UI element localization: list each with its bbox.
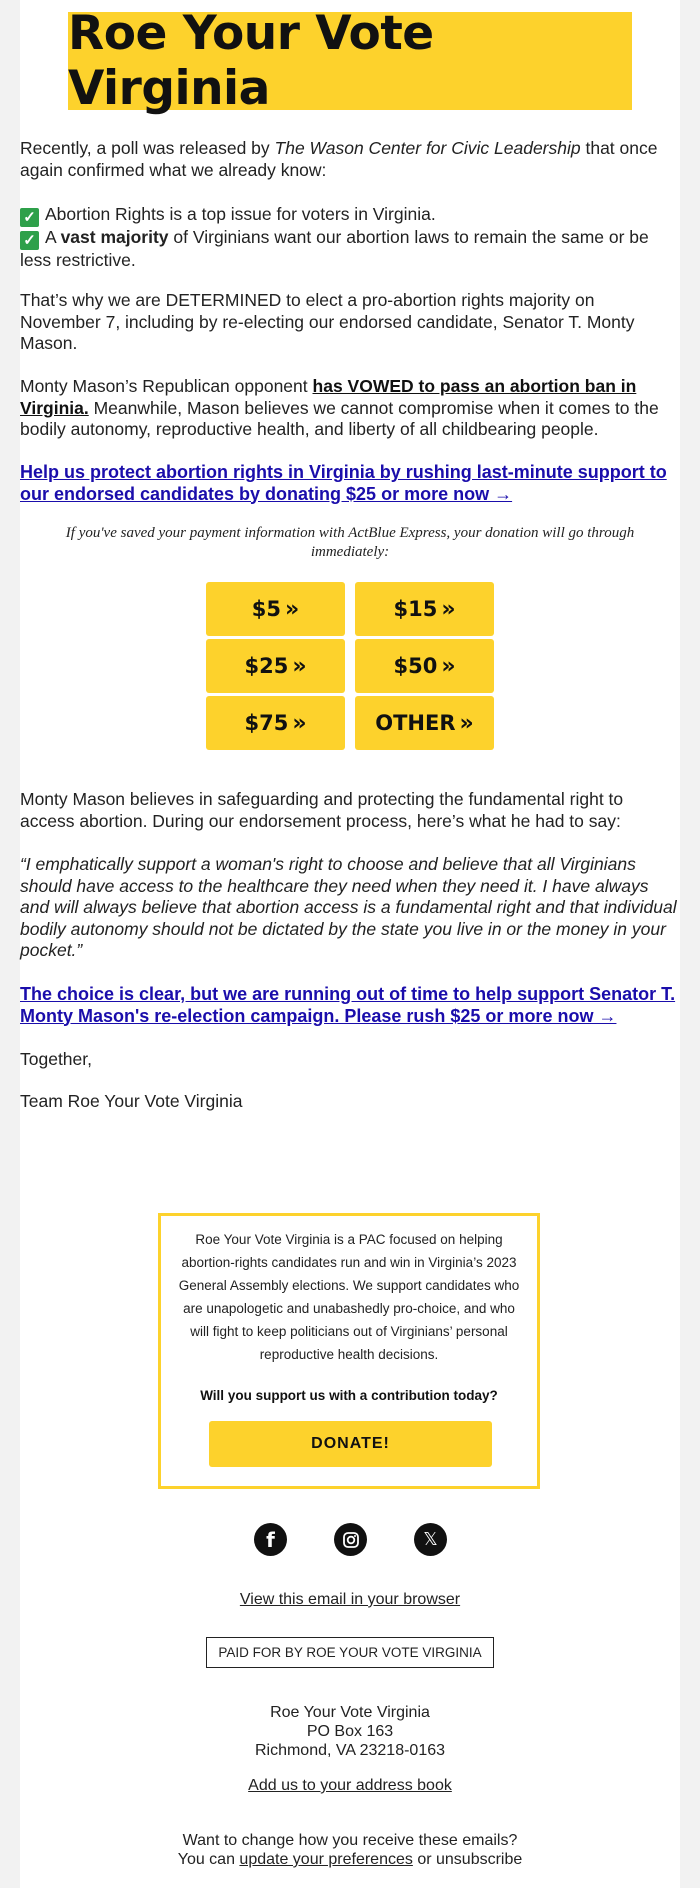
donate-15-label: $15: [393, 597, 438, 621]
facebook-icon[interactable]: [254, 1523, 287, 1556]
donate-5-label: $5: [251, 597, 281, 621]
address-city: Richmond, VA 23218-0163: [254, 1742, 446, 1759]
unsubscribe-text: or unsubscribe: [412, 1851, 523, 1868]
checklist-item-2-bold: vast majority: [60, 227, 169, 247]
abortion-ban-link[interactable]: has VOWED to pass an abortion ban in Virginia.: [20, 376, 637, 418]
paragraph-opponent: [20, 376, 680, 441]
header-banner: [68, 6, 632, 116]
signoff-team: Team Roe Your Vote Virginia: [20, 1091, 243, 1111]
donate-75-label: $75: [244, 711, 289, 735]
donate-75-button[interactable]: [206, 696, 345, 750]
intro-paragraph: [20, 138, 680, 181]
chevron-right-icon: »: [441, 653, 456, 679]
update-preferences-link[interactable]: update your preferences: [239, 1851, 413, 1868]
donate-cta-link-2[interactable]: The choice is clear, but we are running out of time to help support Senator T. Monty Mason's re-election campaign. Please rush $25 or more now →: [20, 984, 676, 1026]
contribution-ask: Will you support us with a contribution today?: [200, 1388, 498, 1403]
view-in-browser-row: [20, 1590, 680, 1609]
paid-for-disclaimer: PAID FOR BY ROE YOUR VOTE VIRGINIA: [206, 1637, 494, 1668]
donate-25-label: $25: [244, 654, 289, 678]
intro-prefix: Recently, a poll was released by: [20, 138, 275, 158]
donate-other-button[interactable]: [355, 696, 494, 750]
address-book-row: [20, 1776, 680, 1795]
paragraph-believes-text: Monty Mason believes in safeguarding and protecting the fundamental right to access abortion. During our endorsement process, here’s what he had to say:: [20, 789, 624, 831]
checklist-item-2: [20, 227, 680, 272]
donate-5-button[interactable]: [206, 582, 345, 636]
chevron-right-icon: »: [459, 710, 474, 736]
pac-info-box: [158, 1213, 540, 1489]
chevron-right-icon: »: [292, 653, 307, 679]
banner-title: Roe Your Vote Virginia: [68, 6, 434, 116]
paragraph-determined: [20, 290, 680, 355]
opponent-prefix: Monty Mason’s Republican opponent: [20, 376, 313, 396]
donate-50-label: $50: [393, 654, 438, 678]
you-can-text: You can: [177, 1851, 240, 1868]
checklist-item-1: [20, 204, 680, 227]
view-in-browser-link[interactable]: View this email in your browser: [239, 1591, 461, 1608]
actblue-express-note: If you've saved your payment information with ActBlue Express, your donation will go through immediately:: [65, 525, 635, 560]
instagram-icon[interactable]: [334, 1523, 367, 1556]
chevron-right-icon: »: [441, 596, 456, 622]
signoff-together: Together,: [20, 1049, 92, 1069]
mason-quote: [20, 854, 680, 962]
donate-other-label: OTHER: [375, 711, 456, 735]
checklist: [20, 204, 680, 272]
donate-25-button[interactable]: [206, 639, 345, 693]
donate-15-button[interactable]: [355, 582, 494, 636]
chevron-right-icon: »: [285, 596, 300, 622]
paragraph-determined-text: That’s why we are DETERMINED to elect a pro-abortion rights majority on November 7, including by re-electing our endorsed candidate, Senator T. Monty Mason.: [20, 290, 635, 353]
check-icon: ✓: [20, 208, 39, 227]
address-name: Roe Your Vote Virginia: [270, 1704, 430, 1721]
mason-quote-text: “I emphatically support a woman's right to choose and believe that all Virginians should have access to the healthcare they need when they need it. I have always and will always believe that abortion access is a fundamental right and that individual bodily autonomy should not be dictated by the state you live in or the money in your pocket.”: [20, 854, 677, 960]
twitter-x-icon[interactable]: [414, 1523, 447, 1556]
donate-cta-link-1[interactable]: Help us protect abortion rights in Virginia by rushing last-minute support to our endorsed candidates by donating $25 or more now →: [20, 462, 667, 504]
donate-50-button[interactable]: [355, 639, 494, 693]
intro-suffix: that once again confirmed what we already know:: [20, 138, 658, 180]
opponent-suffix: Meanwhile, Mason believes we cannot compromise when it comes to the bodily autonomy, reproductive health, and liberty of all childbearing people.: [20, 397, 659, 439]
check-icon: ✓: [20, 231, 39, 250]
checklist-item-2-prefix: A: [45, 227, 61, 247]
chevron-right-icon: »: [292, 710, 307, 736]
instagram-glyph: [342, 1531, 360, 1549]
email-page: [20, 0, 680, 1888]
intro-org-name: The Wason Center for Civic Leadership: [274, 138, 581, 158]
preferences-row: [20, 1850, 680, 1869]
add-to-address-book-link[interactable]: Add us to your address book: [248, 1777, 452, 1794]
cta-paragraph-2: [20, 984, 680, 1027]
address-po-box: PO Box 163: [306, 1723, 394, 1740]
paragraph-believes: [20, 789, 680, 832]
cta-paragraph-1: [20, 462, 680, 505]
twitter-x-glyph: 𝕏: [423, 1529, 438, 1550]
donate-button[interactable]: DONATE!: [209, 1421, 492, 1467]
pac-description: Roe Your Vote Virginia is a PAC focused on helping abortion-rights candidates run and win in Virginia’s 2023 General Assembly elections. We support candidates who are unapologetic and unabashedly pro-choice, and who will fight to keep politicians out of Virginians’ personal reproductive health decisions.: [178, 1232, 520, 1362]
facebook-glyph: f: [266, 1527, 275, 1552]
change-prompt: Want to change how you receive these emails?: [182, 1832, 518, 1849]
checklist-item-2-suffix: of Virginians want our abortion laws to remain the same or be less restrictive.: [20, 227, 649, 270]
checklist-item-1-text: Abortion Rights is a top issue for voters in Virginia.: [45, 204, 436, 224]
